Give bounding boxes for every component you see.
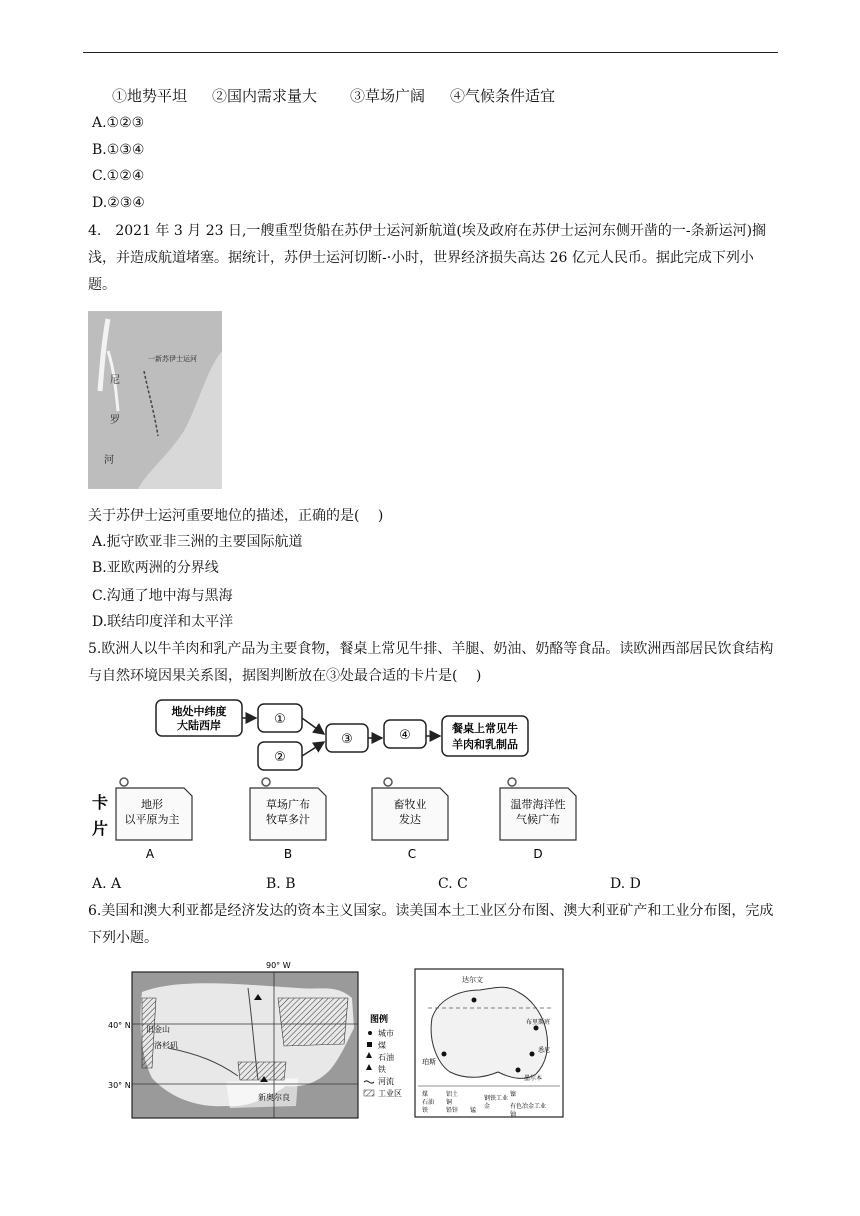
aus-legend-copper: 铜	[446, 1099, 453, 1106]
card-a-line1: 地形	[141, 798, 163, 811]
flow-node-4: ④	[399, 728, 411, 743]
q3-item-2: ②国内需求量大	[212, 87, 318, 105]
q5-option-b[interactable]: B. B	[266, 876, 296, 892]
flow-start-line1: 地处中纬度	[171, 705, 227, 718]
aus-legend-leadzinc: 铅锌	[446, 1107, 459, 1114]
q6-stem: 6.美国和澳大利亚都是经济发达的资本主义国家。读美国本土工业区分布图、澳大利亚矿产和工业分布图，完成下列小题。	[88, 903, 774, 946]
usa-legend-oil: 石油	[378, 1053, 394, 1062]
aus-legend-iron: 铁	[422, 1107, 429, 1114]
usa-legend-industry: 工业区	[378, 1089, 402, 1098]
card-b-line1: 草场广布	[266, 798, 310, 811]
aus-perth: 珀斯	[422, 1058, 436, 1066]
usa-lon-label: 90° W	[266, 961, 291, 970]
aus-legend-uranium: 铀	[510, 1111, 517, 1118]
aus-sydney: 悉尼	[538, 1047, 551, 1054]
q5-stem: 5.欧洲人以牛羊肉和乳产品为主要食物，餐桌上常见牛排、羊腿、奶油、奶酪等食品。读欧洲西部居民饮食结构与自然环境因果关系图，据图判断放在③处最合适的卡片是( )	[88, 641, 774, 684]
aus-brisbane: 布里斯班	[526, 1019, 551, 1026]
suez-map	[88, 311, 222, 489]
q5-option-a[interactable]: A. A	[92, 876, 122, 892]
aus-darwin: 达尔文	[462, 976, 483, 984]
usa-new-orleans: 新奥尔良	[258, 1093, 290, 1102]
aus-legend-bauxite: 铝土	[446, 1091, 459, 1098]
card-a-line2: 以平原为主	[124, 813, 180, 826]
card-b-letter: B	[283, 847, 293, 861]
q3-item-1: ①地势平坦	[112, 87, 188, 105]
aus-legend-nickel: 镍	[510, 1091, 517, 1098]
usa-legend-title: 图例	[370, 1015, 389, 1025]
australia-map	[414, 968, 564, 1118]
card-c[interactable]	[372, 778, 448, 861]
q5-option-d[interactable]: D. D	[610, 876, 641, 892]
usa-legend-coal: 煤	[378, 1041, 386, 1050]
aus-legend-coal: 煤	[422, 1091, 429, 1098]
card-d-letter: D	[533, 847, 543, 861]
q3-option-d[interactable]: D.②③④	[92, 195, 145, 211]
nile-label-1: 尼	[110, 375, 120, 386]
usa-san-francisco: 旧金山	[146, 1025, 170, 1034]
q5-flow-diagram	[88, 696, 608, 864]
flow-end-line1: 餐桌上常见牛	[452, 722, 518, 735]
card-b-line2: 牧草多汁	[266, 813, 310, 826]
usa-lat40-label: 40° N	[108, 1021, 131, 1030]
card-c-line1: 畜牧业	[393, 798, 427, 811]
flow-node-2: ②	[274, 750, 286, 765]
aus-legend-steel: 钢铁工业	[484, 1095, 509, 1102]
cards-label-1: 卡	[92, 793, 109, 812]
usa-los-angeles: 洛杉矶	[154, 1041, 178, 1050]
q5-option-c[interactable]: C. C	[438, 876, 468, 892]
usa-lat30-label: 30° N	[108, 1081, 131, 1090]
q4-option-c[interactable]: C.沟通了地中海与黑海	[92, 588, 233, 604]
cards-label-2: 片	[92, 819, 109, 838]
aus-melbourne: 墨尔本	[524, 1075, 543, 1082]
usa-industry-map	[108, 958, 410, 1124]
q3-option-c[interactable]: C.①②④	[92, 168, 145, 184]
q4-stem: 4. 2021 年 3 月 23 日,一艘重型货船在苏伊士运河新航道(埃及政府在苏伊士运河东侧开凿的一-条新运河)搁浅，并造成航道堵塞。据统计，苏伊士运河切断-·小时，世界经济损失高达 26 亿元人民币。据此完成下列小题。	[88, 223, 767, 293]
q4-option-a[interactable]: A.扼守欧亚非三洲的主要国际航道	[92, 534, 303, 550]
q3-item-3: ③草场广阔	[350, 87, 426, 105]
card-d[interactable]	[500, 778, 576, 861]
q4-option-d[interactable]: D.联结印度洋和太平洋	[92, 614, 234, 630]
card-a[interactable]	[116, 778, 192, 861]
aus-legend-gold: 金	[484, 1103, 491, 1110]
q4-question: 关于苏伊士运河重要地位的描述，正确的是( )	[88, 508, 384, 524]
flow-start-line2: 大陆西岸	[177, 719, 221, 732]
card-a-letter: A	[145, 847, 155, 861]
card-d-line2: 气候广布	[516, 813, 560, 826]
q3-item-4: ④气候条件适宜	[450, 87, 556, 105]
q3-option-b[interactable]: B.①③④	[92, 142, 145, 158]
header-rule	[83, 52, 778, 53]
nile-label-3: 河	[104, 455, 114, 466]
q3-option-a[interactable]: A.①②③	[92, 115, 145, 131]
card-c-letter: C	[407, 847, 417, 861]
new-suez-canal-label: 一新苏伊士运河	[148, 355, 197, 363]
flow-node-3: ③	[341, 732, 353, 747]
flow-end-line2: 羊肉和乳制品	[452, 738, 518, 751]
aus-legend-manganese: 锰	[470, 1107, 477, 1114]
aus-legend-nonferrous: 有色冶金工业	[510, 1103, 547, 1110]
card-c-line2: 发达	[399, 813, 421, 826]
nile-label-2: 罗	[110, 415, 120, 426]
flow-node-1: ①	[274, 712, 286, 727]
usa-legend-river: 河流	[378, 1077, 394, 1086]
card-b[interactable]	[250, 778, 326, 861]
usa-legend-iron: 铁	[378, 1065, 386, 1074]
q4-option-b[interactable]: B.亚欧两洲的分界线	[92, 560, 219, 576]
aus-legend-oil: 石油	[422, 1099, 435, 1106]
card-d-line1: 温带海洋性	[510, 798, 566, 811]
usa-legend-city: 城市	[378, 1029, 394, 1038]
